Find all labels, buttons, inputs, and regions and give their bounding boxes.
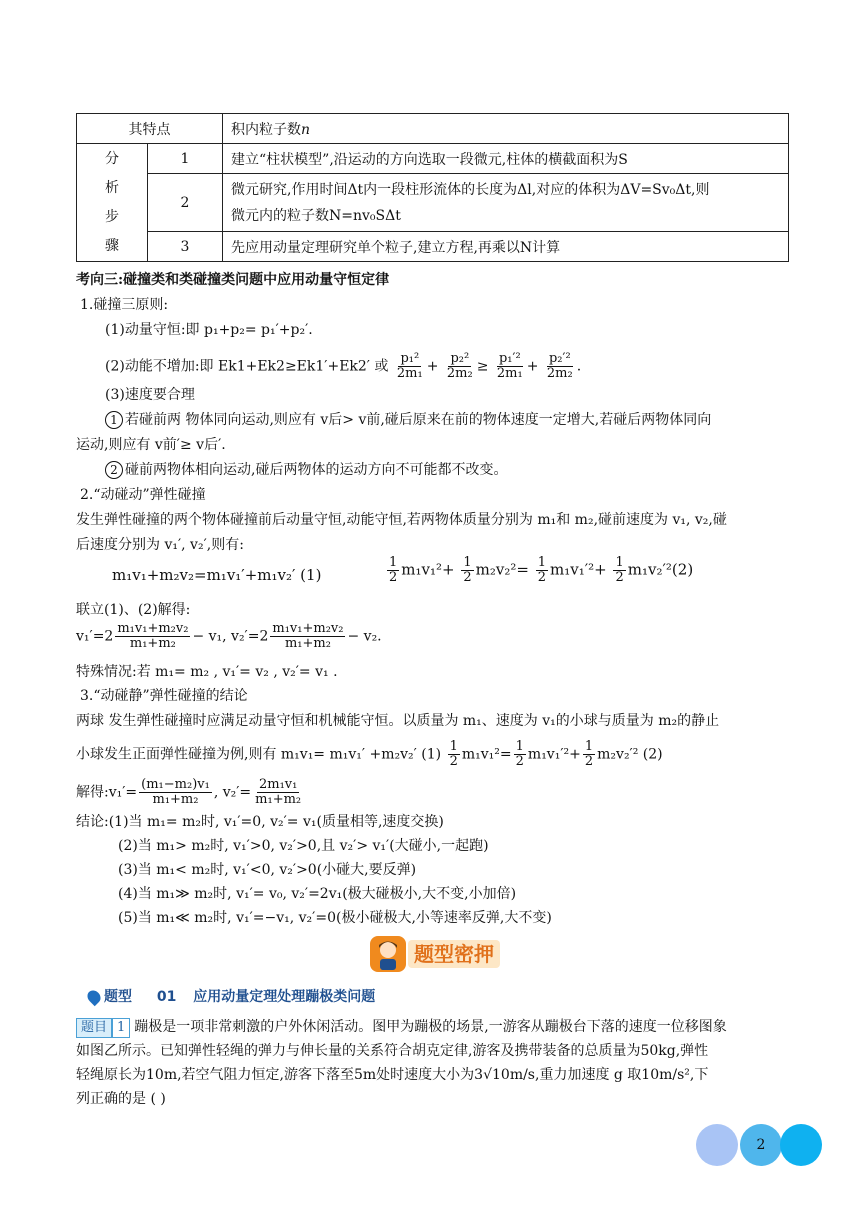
fraction: $\frac{1}{2}$ (537, 555, 546, 585)
fraction: $\frac{\text{p₂′²}}{\text{2m₂}}$ (546, 351, 573, 381)
paragraph: 发生弹性碰撞的两个物体碰撞前后动量守恒,动能守恒,若两物体质量分别为 m₁和 m₂,碰前速度为 v₁, v₂,碰 (76, 512, 727, 528)
paragraph-text: 若碰前两 物体同向运动,则应有 v后> v前,碰后原来在前的物体速度一定增大,若碰后两物体同向 (125, 412, 712, 428)
fraction: $\frac{\text{m₁v₁+m₂v₂}}{\text{m₁+m₂}}$ (272, 621, 344, 651)
paragraph: (3)速度要合理 (105, 387, 195, 403)
fraction: $\frac{1}{2}$ (515, 739, 524, 769)
step-text (223, 174, 789, 232)
equation-2: $\frac{1}{2}$ m₁v₁²+ $\frac{1}{2}$ m₂v₂²= $\frac{1}{2}$ m₁v₁′²+ $\frac{1}{2}$ m₁v₂′²(2) (389, 555, 694, 585)
paragraph (105, 410, 711, 430)
paragraph-text: 碰前两物体相向运动,碰后两物体的运动方向不可能都不改变。 (125, 462, 508, 478)
conclusion-item: (5)当 m₁≪ m₂时, v₁′=−v₁, v₂′=0(极小碰极大,小等速率反弹,大不变) (118, 910, 552, 926)
question-badge: 题目 (76, 1018, 112, 1038)
paragraph: 1.碰撞三原则: (80, 297, 169, 313)
question-line: 如图乙所示。已知弹性轻绳的弹力与伸长量的关系符合胡克定律,游客及携带装备的总质量为50kg,弹性 (76, 1043, 709, 1059)
topic-title: 应用动量定理处理蹦极类问题 (193, 989, 376, 1005)
paragraph: (1)动量守恒:即 p₁+p₂= p₁′+p₂′. (105, 322, 313, 338)
paragraph: 联立(1)、(2)解得: (76, 602, 191, 618)
step-num: 2 (148, 174, 223, 232)
section-banner (370, 934, 504, 974)
equation-number: (2) (671, 560, 694, 579)
paragraph: 运动,则应有 v前′≥ v后′. (76, 437, 226, 453)
fraction: $\frac{\text{p₁²}}{\text{2m₁}}$ (396, 351, 423, 381)
section-title: 考向三:碰撞类和类碰撞类问题中应用动量守恒定律 (76, 272, 390, 288)
question-num: 1 (112, 1018, 130, 1038)
fraction: $\frac{\text{2m₁v₁}}{\text{m₁+m₂}}$ (255, 777, 302, 807)
fraction: $\frac{1}{2}$ (389, 555, 398, 585)
table-header-left: 其特点 (77, 114, 223, 144)
question-text: 蹦极是一项非常刺激的户外休闲活动。图甲为蹦极的场景,一游客从蹦极台下落的速度一位移图象 (134, 1019, 727, 1035)
topic-num: 01 (156, 989, 177, 1005)
banner-title: 题型密押 (408, 940, 500, 968)
paragraph: 两球 发生弹性碰撞时应满足动量守恒和机械能守恒。以质量为 m₁、速度为 v₁的小球与质量为 m₂的静止 (76, 713, 720, 729)
conclusion-item: 结论:(1)当 m₁= m₂时, v₁′=0, v₂′= v₁(质量相等,速度交换) (76, 814, 444, 830)
topic-heading (88, 987, 375, 1007)
side-label (77, 144, 148, 262)
energy-condition: (2)动能不增加:即 Ek1+Ek2≥Ek1′+Ek2′ 或 $\frac{\text{p₁²}}{\text{2m₁}}$ + $\frac{\text{p₂²}}{\text{2m₂}}$ ≥ $\frac{\text{p₁′²}}{\text{2m₁}}$ + $\frac{\text{p₂′²}}{\text{2m₂}}$ . (105, 351, 582, 381)
question-line: 列正确的是 ( ) (76, 1091, 166, 1107)
fraction: $\frac{1}{2}$ (584, 739, 594, 769)
circle-two-icon: 2 (105, 461, 123, 479)
question-line (76, 1017, 727, 1038)
energy-condition-text: (2)动能不增加:即 Ek1+Ek2≥Ek1′+Ek2′ 或 (105, 358, 389, 375)
page-dot-left (696, 1124, 738, 1166)
table-header-right (223, 114, 789, 144)
equation-number: (2) (642, 746, 663, 763)
jiede-label: 解得: (76, 784, 109, 801)
solution-equation: 解得:v₁′= $\frac{\text{(m₁−m₂)v₁}}{\text{m₁+m₂}}$ , v₂′= $\frac{\text{2m₁v₁}}{\text{m₁+m₂}}$ (76, 777, 302, 807)
paragraph: 后速度分别为 v₁′, v₂′,则有: (76, 537, 244, 553)
conclusion-item: (3)当 m₁< m₂时, v₁′<0, v₂′>0(小碰大,要反弹) (118, 862, 417, 878)
solution-equation: v₁′=2 $\frac{\text{m₁v₁+m₂v₂}}{\text{m₁+m₂}}$ − v₁, v₂′=2 $\frac{\text{m₁v₁+m₂v₂}}{\text{m₁+m₂}}$ − v₂. (76, 621, 382, 651)
question-line: 轻绳原长为10m,若空气阻力恒定,游客下落至5m处时速度大小为3√10m/s,重力加速度 g 取10m/s²,下 (76, 1067, 709, 1083)
side-label-char: 骤 (105, 237, 119, 254)
step-num: 1 (148, 144, 223, 174)
header-right-var: n (301, 121, 311, 138)
paragraph: 特殊情况:若 m₁= m₂ , v₁′= v₂ , v₂′= v₁ . (76, 664, 338, 680)
topic-label: 题型 (104, 989, 132, 1005)
fraction: $\frac{\text{p₂²}}{\text{2m₂}}$ (446, 351, 473, 381)
feature-table (76, 113, 789, 262)
step-num: 3 (148, 232, 223, 262)
conclusion-item: (4)当 m₁≫ m₂时, v₁′= v₀, v₂′=2v₁(极大碰极小,大不变,小加倍) (118, 886, 517, 902)
fraction: $\frac{\text{(m₁−m₂)v₁}}{\text{m₁+m₂}}$ (141, 777, 210, 807)
paragraph: 3.“动碰静”弹性碰撞的结论 (80, 688, 248, 704)
paragraph (105, 460, 507, 480)
paragraph: 2.“动碰动”弹性碰撞 (80, 487, 206, 503)
side-label-char: 步 (105, 208, 119, 225)
page-dot-right (780, 1124, 822, 1166)
fraction: $\frac{1}{2}$ (615, 555, 624, 585)
fraction: $\frac{\text{p₁′²}}{\text{2m₁}}$ (496, 351, 523, 381)
header-right-text: 积内粒子数 (231, 121, 301, 138)
page-number: 2 (740, 1124, 782, 1166)
step-text-line: 微元内的粒子数N=nv₀SΔt (231, 207, 401, 224)
fraction: $\frac{1}{2}$ (449, 739, 458, 769)
side-label-char: 析 (105, 179, 119, 196)
equation-1: m₁v₁+m₂v₂=m₁v₁′+m₁v₂′ (1) (112, 566, 322, 584)
conclusion-item: (2)当 m₁> m₂时, v₁′>0, v₂′>0,且 v₂′> v₁′(大碰小,一起跑) (118, 838, 489, 854)
step-text: 建立“柱状模型”,沿运动的方向选取一段微元,柱体的横截面积为S (223, 144, 789, 174)
paragraph-text: 小球发生正面弹性碰撞为例,则有 m₁v₁= m₁v₁′ +m₂v₂′ (1) (76, 746, 442, 763)
fraction: $\frac{\text{m₁v₁+m₂v₂}}{\text{m₁+m₂}}$ (117, 621, 189, 651)
step-text-line: 微元研究,作用时间Δt内一段柱形流体的长度为Δl,对应的体积为ΔV=Sv₀Δt,则 (231, 181, 710, 198)
fraction: $\frac{1}{2}$ (463, 555, 472, 585)
paragraph: 小球发生正面弹性碰撞为例,则有 m₁v₁= m₁v₁′ +m₂v₂′ (1) $\frac{1}{2}$ m₁v₁²= $\frac{1}{2}$ m₁v₁′²+ $\frac{1}{2}$ m₂v₂′² (2) (76, 739, 663, 769)
step-text: 先应用动量定理研究单个粒子,建立方程,再乘以N计算 (223, 232, 789, 262)
pin-icon (85, 988, 103, 1006)
circle-one-icon: 1 (105, 411, 123, 429)
teacher-icon (370, 936, 406, 972)
side-label-char: 分 (105, 150, 119, 167)
